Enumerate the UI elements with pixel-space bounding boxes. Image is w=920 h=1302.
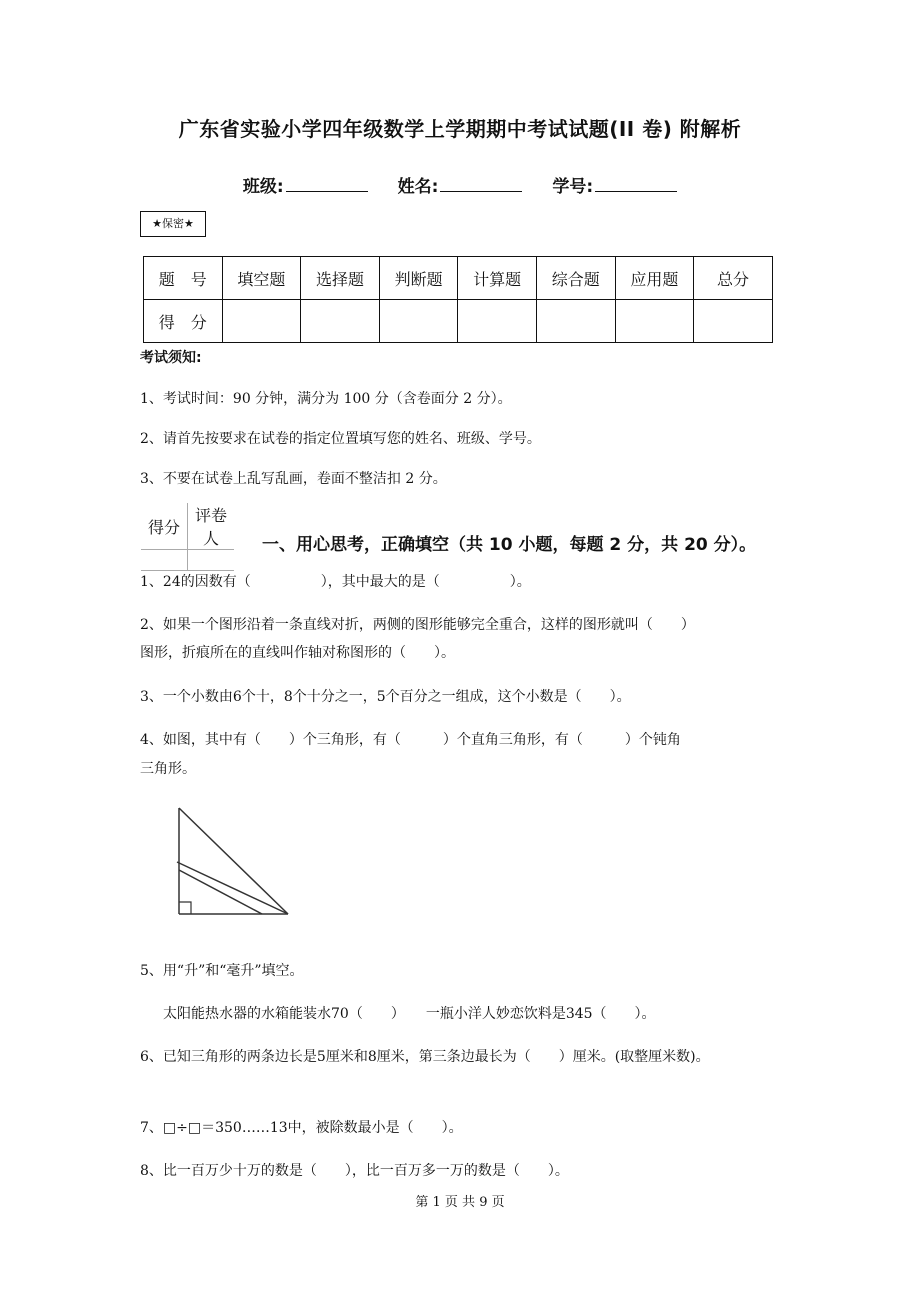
score-header-cell: 填空题 [222, 257, 301, 300]
score-row-label: 得 分 [144, 300, 223, 343]
name-blank [440, 190, 522, 192]
section-title: 一、用心思考，正确填空（共 10 小题，每题 2 分，共 20 分）。 [262, 535, 757, 555]
question-6: 6、已知三角形的两条边长是5厘米和8厘米，第三条边最长为（ ）厘米。(取整厘米数)。 [140, 1049, 710, 1065]
id-field [552, 177, 677, 197]
score-cell [615, 300, 694, 343]
score-table-header-row [144, 257, 773, 300]
question-4-line-2: 三角形。 [140, 761, 196, 777]
page-title: 广东省实验小学四年级数学上学期期中考试试题(II 卷) 附解析 [178, 117, 742, 141]
grader-reviewer-label: 评卷人 [188, 503, 235, 550]
question-4-line-1: 4、如图，其中有（ ）个三角形，有（ ）个直角三角形，有（ ）个钝角 [140, 732, 681, 748]
page-footer: 第 1 页 共 9 页 [415, 1195, 505, 1210]
score-cell [694, 300, 773, 343]
score-cell [536, 300, 615, 343]
score-header-cell: 判断题 [379, 257, 458, 300]
question-2-line-1: 2、如果一个图形沿着一条直线对折，两侧的图形能够完全重合，这样的图形就叫（ ） [140, 617, 695, 633]
score-cell [301, 300, 380, 343]
grader-score-label: 得分 [141, 503, 188, 550]
class-field [243, 177, 368, 197]
question-1: 1、24的因数有（ ），其中最大的是（ ）。 [140, 574, 531, 590]
id-blank [595, 190, 677, 192]
class-label: 班级: [242, 177, 284, 197]
right-angle-mark [179, 902, 191, 914]
notice-item: 1、考试时间：90 分钟，满分为 100 分（含卷面分 2 分）。 [140, 391, 512, 407]
score-cell [458, 300, 537, 343]
question-3: 3、一个小数由6个十，8个十分之一，5个百分之一组成，这个小数是（ ）。 [140, 689, 631, 705]
question-7: 7、□÷□＝350……13中，被除数最小是（ ）。 [140, 1120, 463, 1136]
class-blank [286, 190, 368, 192]
secret-badge: ★保密★ [140, 211, 206, 237]
score-header-cell: 选择题 [301, 257, 380, 300]
figure-inner-line-1 [177, 862, 288, 914]
name-label: 姓名: [397, 177, 439, 197]
question-5-items: 太阳能热水器的水箱能装水70（ ） 一瓶小洋人妙恋饮料是345（ ）。 [163, 1006, 656, 1022]
score-header-cell: 总分 [694, 257, 773, 300]
grader-box [141, 503, 234, 571]
triangle-figure [170, 802, 296, 920]
score-header-cell: 计算题 [458, 257, 537, 300]
score-header-cell: 题 号 [144, 257, 223, 300]
name-field [398, 177, 523, 197]
student-info-row [0, 172, 920, 197]
question-8: 8、比一百万少十万的数是（ ），比一百万多一万的数是（ ）。 [140, 1163, 569, 1179]
score-header-cell: 应用题 [615, 257, 694, 300]
notice-item: 2、请首先按要求在试卷的指定位置填写您的姓名、班级、学号。 [140, 431, 541, 447]
question-2-line-2: 图形，折痕所在的直线叫作轴对称图形的（ ）。 [140, 645, 455, 661]
question-5: 5、用“升”和“毫升”填空。 [140, 963, 304, 979]
score-cell [379, 300, 458, 343]
grader-reviewer-cell [188, 550, 235, 571]
grader-score-cell [141, 550, 188, 571]
id-label: 学号: [552, 177, 594, 197]
notice-heading: 考试须知: [140, 350, 202, 366]
score-table-score-row [144, 300, 773, 343]
score-header-cell: 综合题 [536, 257, 615, 300]
score-table [143, 256, 773, 343]
notice-item: 3、不要在试卷上乱写乱画，卷面不整洁扣 2 分。 [140, 471, 447, 487]
score-cell [222, 300, 301, 343]
